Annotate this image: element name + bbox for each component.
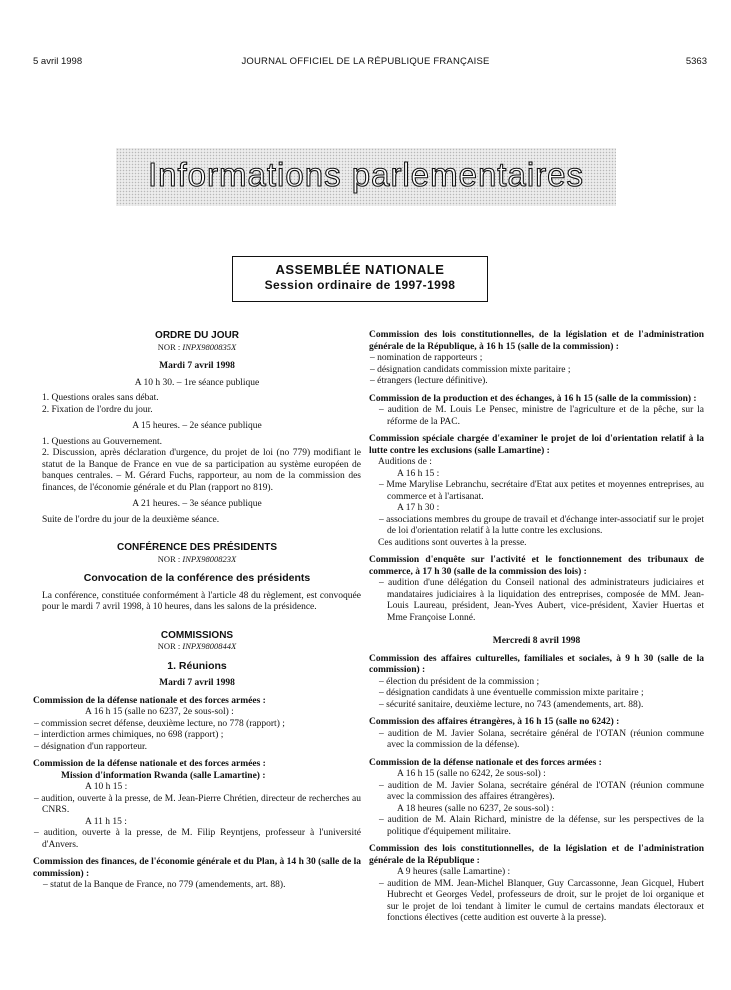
- seance-3-text: Suite de l'ordre du jour de la deuxième séance.: [42, 514, 220, 525]
- speciale-time-2: A 17 h 30 :: [397, 503, 440, 513]
- seance-2-item: 1. Questions au Gouvernement.: [42, 436, 163, 447]
- header-page-number: 5363: [685, 56, 707, 67]
- culturelles-item: – désignation candidats à une éventuelle commission mixte paritaire ;: [379, 688, 644, 698]
- defense-heading-3: Commission de la défense nationale et des forces armées :: [369, 757, 602, 768]
- culturelles-item: – sécurité sanitaire, deuxième lecture, no 743 (amendements, art. 88).: [379, 699, 644, 710]
- odj-nor: NOR : INPX9800835X: [157, 341, 237, 352]
- convocation-heading: Convocation de la conférence des présidents: [83, 572, 311, 584]
- enquete-heading: Commission d'enquête sur l'activité et le fonctionnement des tribunaux de commerce, à 17 h 30 (salle de la commission des lois) :: [369, 555, 704, 577]
- etrangeres-item: – audition de M. Javier Solana, secrétaire général de l'OTAN (réunion commune avec la commission de la défense).: [379, 728, 704, 750]
- defense-item: – désignation d'un rapporteur.: [34, 741, 148, 752]
- enquete-item: – audition d'une délégation du Conseil national des administrateurs judiciaires et mandataires judiciaires à la liquidation des entreprises, composée de MM. Jean-Louis Laureau, président, Jean-Yves Aubert, vice-président, Xavier Huertas et Mme Françoise Lonné.: [379, 578, 704, 623]
- banner-title: Informations parlementaires: [147, 156, 585, 193]
- seance-1-item: 2. Fixation de l'ordre du jour.: [42, 404, 153, 415]
- speciale-heading: Commission spéciale chargée d'examiner le projet de loi d'orientation relatif à la lutte contre les exclusions (salle Lamartine) :: [369, 434, 704, 456]
- defense-item: – interdiction armes chimiques, no 698 (rapport) ;: [34, 730, 224, 740]
- defense-heading-2: Commission de la défense nationale et des forces armées :: [33, 759, 266, 769]
- mercredi-date: Mercredi 8 avril 1998: [492, 636, 581, 646]
- reunions-date: Mardi 7 avril 1998: [159, 678, 235, 688]
- lois-heading: Commission des lois constitutionnelles, de la législation et de l'administration générale de la République, à 16 h 15 (salle de la commission) :: [369, 330, 704, 352]
- assembly-title: ASSEMBLÉE NATIONALE: [275, 262, 445, 277]
- rwanda-time-2: A 11 h 15 :: [85, 816, 127, 827]
- defense-item-2: – audition de M. Alain Richard, ministre de la défense, sur les perspectives de la politique d'équipement militaire.: [379, 815, 704, 837]
- defense-item-1: – audition de M. Javier Solana, secrétaire général de l'OTAN (réunion commune avec la commission des affaires étrangères).: [379, 780, 704, 802]
- defense-time-1: A 16 h 15 (salle no 6242, 2e sous-sol) :: [397, 769, 546, 779]
- page-header: [0, 56, 731, 70]
- seance-1-item: 1. Questions orales sans débat.: [42, 393, 159, 403]
- defense-time: A 16 h 15 (salle no 6237, 2e sous-sol) :: [85, 707, 234, 717]
- rwanda-time-1: A 10 h 15 :: [85, 782, 128, 792]
- reunions-heading: 1. Réunions: [167, 659, 227, 672]
- seance-3-time: A 21 heures. – 3e séance publique: [132, 499, 262, 509]
- finances-item: – statut de la Banque de France, no 779 (amendements, art. 88).: [43, 880, 286, 890]
- commissions-nor: NOR : INPX9800844X: [157, 641, 237, 651]
- finances-heading: Commission des finances, de l'économie générale et du Plan, à 14 h 30 (salle de la commission) :: [33, 857, 361, 879]
- seance-1-time: A 10 h 30. – 1re séance publique: [134, 377, 260, 388]
- right-column: [369, 326, 704, 925]
- speciale-item-2: – associations membres du groupe de travail et d'échange inter-associatif sur le projet de loi d'orientation relatif à la lutte contre les exclusions.: [379, 514, 704, 536]
- rwanda-mission: Mission d'information Rwanda (salle Lamartine) :: [61, 770, 266, 781]
- rwanda-item-1: – audition, ouverte à la presse, de M. Jean-Pierre Chrétien, directeur de recherches au CNRS.: [34, 793, 361, 815]
- production-heading: Commission de la production et des échanges, à 16 h 15 (salle de la commission) :: [369, 393, 697, 404]
- speciale-note: Ces auditions sont ouvertes à la presse.: [378, 537, 527, 548]
- commissions-heading: COMMISSIONS: [160, 629, 234, 641]
- lois-item: – nomination de rapporteurs ;: [370, 353, 483, 363]
- defense-time-2: A 18 heures (salle no 6237, 2e sous-sol) :: [397, 803, 554, 814]
- section-box: [232, 256, 488, 302]
- lois2-item: – audition de MM. Jean-Michel Blanquer, Guy Carcassonne, Jean Gicquel, Hubert Hubrecht et Georges Vedel, professeurs de droit, sur le projet de loi organique et sur le projet de loi tendant à limiter le cumul de certains mandats électoraux et fonctions électives (cette audition est ouverte à la presse).: [379, 878, 704, 923]
- left-column: [33, 326, 361, 892]
- speciale-item-1: – Mme Marylise Lebranchu, secrétaire d'Etat aux petites et moyennes entreprises, au commerce et à l'artisanat.: [379, 480, 704, 502]
- lois-heading-2: Commission des lois constitutionnelles, de la législation et de l'administration générale de la République :: [369, 844, 704, 866]
- rwanda-item-2: – audition, ouverte à la presse, de M. Filip Reyntjens, professeur à l'université d'Anvers.: [34, 828, 361, 850]
- convocation-text: La conférence, constituée conformément à l'article 48 du règlement, est convoquée pour le mardi 7 avril 1998, à 10 heures, dans les salons de la présidence.: [42, 590, 361, 612]
- lois-item: – étrangers (lecture définitive).: [370, 376, 488, 386]
- seance-2-item: 2. Discussion, après déclaration d'urgence, du projet de loi (no 779) modifiant le statut de la Banque de France en vue de sa participation au système européen de banques centrales. – M. Gérard Fuchs, rapporteur, au nom de la commission des finances, de l'économie générale et du Plan (rapport no 819).: [42, 448, 361, 493]
- auditions-label: Auditions de :: [378, 457, 432, 467]
- header-date: 5 avril 1998: [33, 56, 83, 67]
- seance-2-time: A 15 heures. – 2e séance publique: [132, 421, 262, 431]
- etrangeres-heading: Commission des affaires étrangères, à 16 h 15 (salle no 6242) :: [369, 717, 620, 727]
- lois-item: – désignation candidats commission mixte paritaire ;: [370, 364, 571, 375]
- culturelles-heading: Commission des affaires culturelles, familiales et sociales, à 9 h 30 (salle de la commission) :: [369, 653, 704, 675]
- conference-heading: CONFÉRENCE DES PRÉSIDENTS: [116, 542, 278, 553]
- production-item: – audition de M. Louis Le Pensec, ministre de l'agriculture et de la pêche, sur la réforme de la PAC.: [379, 405, 704, 427]
- header-journal-title: JOURNAL OFFICIEL DE LA RÉPUBLIQUE FRANÇAISE: [241, 56, 490, 67]
- conference-nor: NOR : INPX9800823X: [157, 553, 237, 564]
- culturelles-item: – élection du président de la commission ;: [379, 676, 540, 687]
- odj-heading: ORDRE DU JOUR: [155, 330, 239, 341]
- defense-heading: Commission de la défense nationale et des forces armées :: [33, 695, 266, 706]
- speciale-time-1: A 16 h 15 :: [397, 468, 440, 479]
- defense-item: – commission secret défense, deuxième lecture, no 778 (rapport) ;: [34, 718, 285, 729]
- session-title: Session ordinaire de 1997-1998: [264, 278, 456, 292]
- lois2-time: A 9 heures (salle Lamartine) :: [397, 867, 511, 877]
- odj-date: Mardi 7 avril 1998: [159, 361, 235, 371]
